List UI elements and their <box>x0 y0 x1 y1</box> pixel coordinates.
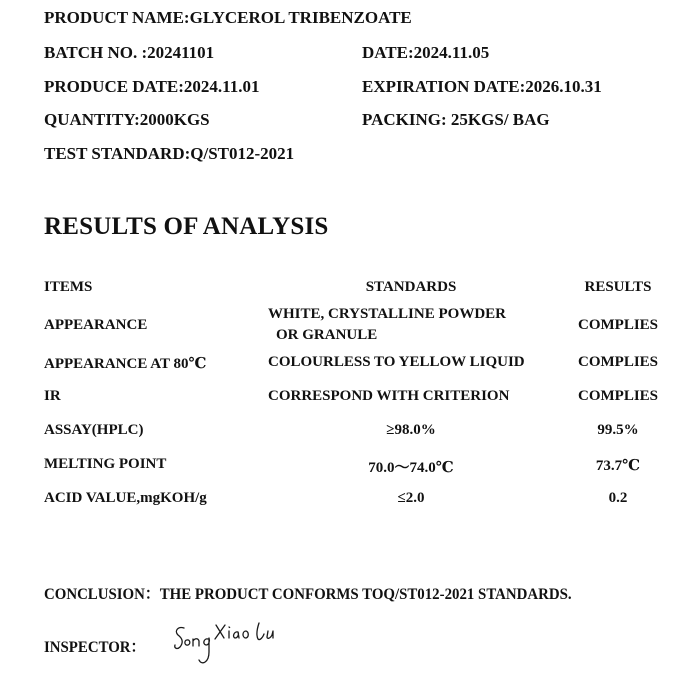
produce-date: PRODUCE DATE:2024.11.01 <box>44 77 260 96</box>
table-row-result: 0.2 <box>608 490 628 506</box>
table-row-standard: COLOURLESS TO YELLOW LIQUID <box>268 354 525 370</box>
table-row-item: APPEARANCE <box>44 317 148 333</box>
table-row-item: ASSAY(HPLC) <box>44 422 144 438</box>
inspector-signature <box>172 622 284 670</box>
table-row-item: ACID VALUE,mgKOH/g <box>44 490 207 506</box>
table-row-item: APPEARANCE AT 80℃ <box>44 356 207 372</box>
table-row-standard: 70.0～74.0℃ <box>368 460 454 476</box>
product-name: PRODUCT NAME:GLYCEROL TRIBENZOATE <box>44 8 412 27</box>
conclusion: CONCLUSION：THE PRODUCT CONFORMS TOQ/ST012-2021 STANDARDS. <box>44 586 572 603</box>
table-row-standard: CORRESPOND WITH CRITERION <box>268 388 510 404</box>
quantity: QUANTITY:2000KGS <box>44 110 210 129</box>
column-header-results: RESULTS <box>584 279 652 295</box>
table-row-standard-line2: OR GRANULE <box>276 327 378 343</box>
report-date: DATE:2024.11.05 <box>362 43 490 62</box>
table-row-item: IR <box>44 388 61 404</box>
table-row-result: 73.7℃ <box>595 458 641 474</box>
results-title: RESULTS OF ANALYSIS <box>44 213 329 240</box>
column-header-standards: STANDARDS <box>365 279 457 295</box>
table-row-standard: ≤2.0 <box>397 490 425 506</box>
batch-number: BATCH NO. :20241101 <box>44 43 215 62</box>
table-row-item: MELTING POINT <box>44 456 167 472</box>
table-row-result: COMPLIES <box>577 388 659 404</box>
table-row-result: COMPLIES <box>577 317 659 333</box>
table-row-result: 99.5% <box>597 422 639 438</box>
expiration-date: EXPIRATION DATE:2026.10.31 <box>362 77 602 96</box>
inspector-label: INSPECTOR： <box>44 639 146 656</box>
test-standard: TEST STANDARD:Q/ST012-2021 <box>44 144 295 163</box>
table-row-result: COMPLIES <box>577 354 659 370</box>
packing: PACKING: 25KGS/ BAG <box>362 110 550 129</box>
table-row-standard: ≥98.0% <box>386 422 436 438</box>
column-header-items: ITEMS <box>44 279 93 295</box>
table-row-standard: WHITE, CRYSTALLINE POWDER <box>268 306 506 322</box>
